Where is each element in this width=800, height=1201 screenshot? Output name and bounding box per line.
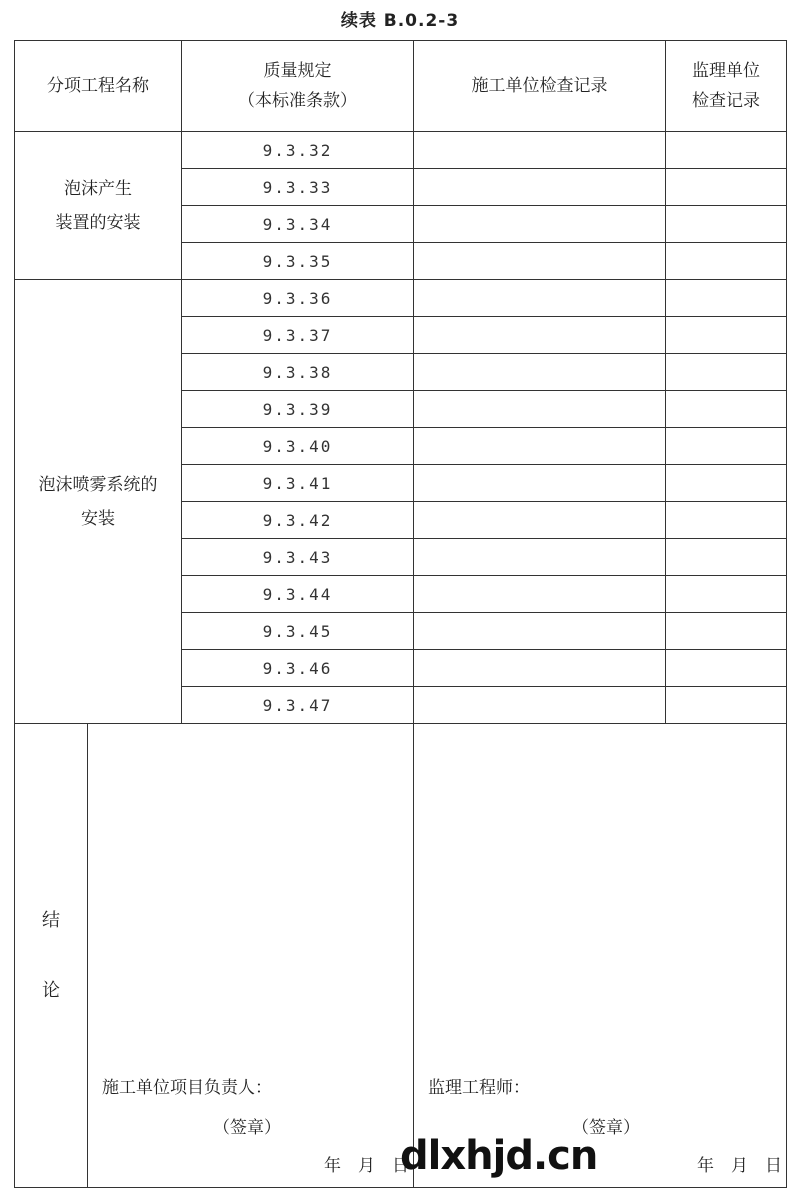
conclusion-label-char2: 论: [42, 979, 60, 1001]
supervisor-record-cell[interactable]: [666, 613, 787, 650]
contractor-record-cell[interactable]: [414, 428, 666, 465]
clause-cell: 9.3.34: [182, 206, 414, 243]
supervisor-record-cell[interactable]: [666, 687, 787, 724]
header-supervisor-line1: 监理单位: [692, 61, 760, 81]
contractor-record-cell[interactable]: [414, 687, 666, 724]
header-subitem-name: 分项工程名称: [15, 41, 182, 132]
clause-cell: 9.3.37: [182, 317, 414, 354]
conclusion-label-char1: 结: [42, 909, 60, 931]
contractor-record-cell[interactable]: [414, 280, 666, 317]
table-row: [15, 280, 787, 317]
conclusion-label: [15, 724, 88, 1188]
clause-cell: 9.3.38: [182, 354, 414, 391]
clause-cell: 9.3.47: [182, 687, 414, 724]
watermark-text: dlxhjd.cn: [400, 1133, 598, 1179]
table-row: [15, 132, 787, 169]
contractor-date-label: 年 月 日: [324, 1156, 409, 1176]
supervisor-record-cell[interactable]: [666, 465, 787, 502]
supervisor-record-cell[interactable]: [666, 169, 787, 206]
contractor-record-cell[interactable]: [414, 354, 666, 391]
supervisor-conclusion-cell[interactable]: [414, 724, 787, 1188]
clause-cell: 9.3.43: [182, 539, 414, 576]
contractor-record-cell[interactable]: [414, 465, 666, 502]
header-supervisor-record: [666, 41, 787, 132]
supervisor-seal-label: （签章）: [572, 1118, 640, 1138]
clause-cell: 9.3.40: [182, 428, 414, 465]
contractor-record-cell[interactable]: [414, 613, 666, 650]
supervisor-record-cell[interactable]: [666, 206, 787, 243]
contractor-record-cell[interactable]: [414, 317, 666, 354]
clause-cell: 9.3.42: [182, 502, 414, 539]
clause-cell: 9.3.39: [182, 391, 414, 428]
clause-cell: 9.3.33: [182, 169, 414, 206]
header-quality-line1: 质量规定: [263, 61, 332, 81]
supervisor-record-cell[interactable]: [666, 243, 787, 280]
group-name-foam-spray-system: [15, 280, 182, 724]
supervisor-record-cell[interactable]: [666, 502, 787, 539]
group-name-line2: 装置的安装: [55, 212, 141, 233]
contractor-record-cell[interactable]: [414, 243, 666, 280]
contractor-record-cell[interactable]: [414, 206, 666, 243]
supervisor-record-cell[interactable]: [666, 576, 787, 613]
contractor-sign-block: [88, 1069, 413, 1187]
clause-cell: 9.3.35: [182, 243, 414, 280]
header-quality-clause: [182, 41, 414, 132]
supervisor-date-label: 年 月 日: [697, 1156, 782, 1176]
header-contractor-record: 施工单位检查记录: [414, 41, 666, 132]
group-name-line1: 泡沫喷雾系统的: [38, 474, 158, 495]
clause-cell: 9.3.41: [182, 465, 414, 502]
contractor-record-cell[interactable]: [414, 539, 666, 576]
supervisor-record-cell[interactable]: [666, 428, 787, 465]
contractor-conclusion-cell[interactable]: [88, 724, 414, 1188]
header-row: [15, 41, 787, 132]
contractor-person-label: 施工单位项目负责人：: [102, 1078, 272, 1098]
header-supervisor-line2: 检查记录: [692, 91, 760, 111]
table-title: 续表 B.0.2-3: [340, 11, 460, 31]
supervisor-record-cell[interactable]: [666, 391, 787, 428]
supervisor-record-cell[interactable]: [666, 650, 787, 687]
supervisor-record-cell[interactable]: [666, 354, 787, 391]
group-name-line1: 泡沫产生: [64, 178, 132, 199]
group-name-foam-generator: [15, 132, 182, 280]
clause-cell: 9.3.36: [182, 280, 414, 317]
contractor-record-cell[interactable]: [414, 650, 666, 687]
inspection-table: [14, 40, 787, 1188]
clause-cell: 9.3.46: [182, 650, 414, 687]
contractor-record-cell[interactable]: [414, 502, 666, 539]
header-quality-line2: （本标准条款）: [238, 91, 357, 111]
clause-cell: 9.3.32: [182, 132, 414, 169]
supervisor-person-label: 监理工程师：: [428, 1078, 530, 1098]
contractor-seal-label: （签章）: [213, 1118, 281, 1138]
supervisor-record-cell[interactable]: [666, 539, 787, 576]
contractor-record-cell[interactable]: [414, 391, 666, 428]
contractor-record-cell[interactable]: [414, 169, 666, 206]
conclusion-row: [15, 724, 787, 1188]
group-name-line2: 安装: [81, 508, 115, 529]
supervisor-record-cell[interactable]: [666, 317, 787, 354]
contractor-record-cell[interactable]: [414, 132, 666, 169]
clause-cell: 9.3.44: [182, 576, 414, 613]
supervisor-record-cell[interactable]: [666, 280, 787, 317]
contractor-record-cell[interactable]: [414, 576, 666, 613]
clause-cell: 9.3.45: [182, 613, 414, 650]
supervisor-record-cell[interactable]: [666, 132, 787, 169]
